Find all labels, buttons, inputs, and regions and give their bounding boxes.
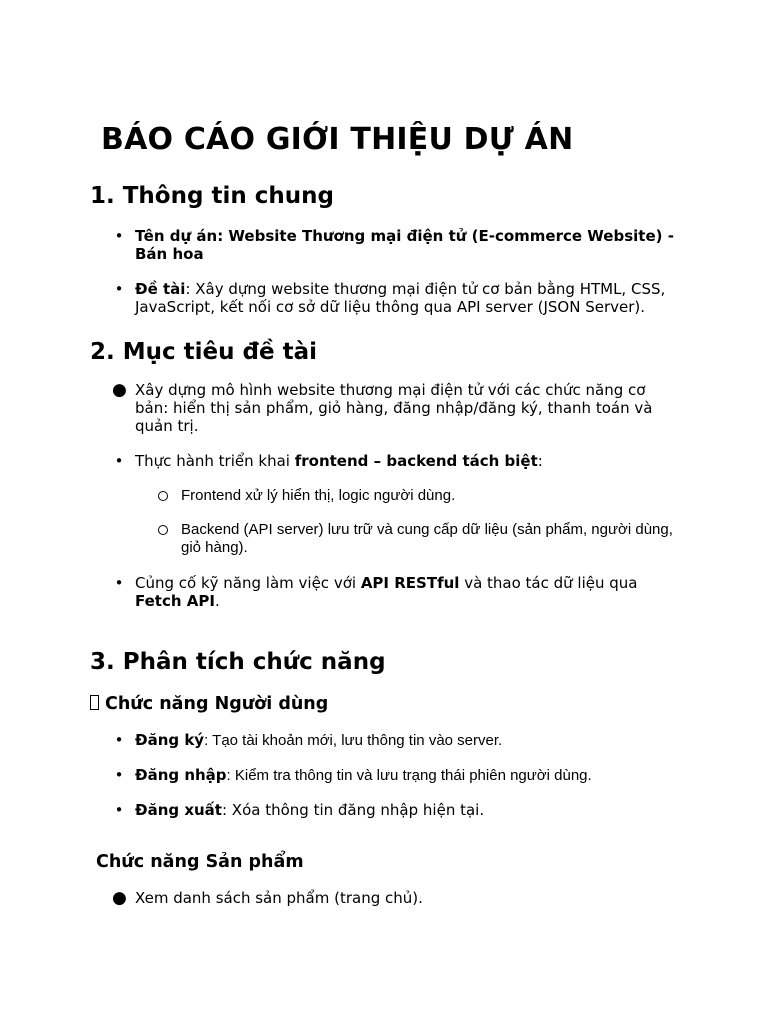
- section-heading-general-info: 1. Thông tin chung: [90, 183, 334, 209]
- sub-list-item-frontend: Frontend xử lý hiển thị, logic người dùng.: [181, 487, 456, 504]
- list-item-login: [135, 766, 680, 785]
- list-item-project-name: [135, 227, 680, 263]
- item-label: Đăng nhập: [135, 766, 227, 784]
- bullet: ●: [112, 380, 127, 400]
- item-text: : Xây dựng website thương mại điện tử cơ bản bằng HTML, CSS, JavaScript, kết nối cơ sở dữ liệu thông qua API server (JSON Server).: [135, 280, 666, 316]
- item-text: và thao tác dữ liệu qua: [459, 574, 638, 592]
- item-text: Củng cố kỹ năng làm việc với: [135, 574, 361, 592]
- item-bold: frontend – backend tách biệt: [294, 452, 538, 470]
- bullet: ●: [112, 888, 127, 908]
- item-text: .: [214, 592, 220, 610]
- item-text: :: [537, 452, 543, 470]
- sub-list-item-backend: Backend (API server) lưu trữ và cung cấp dữ liệu (sản phẩm, người dùng, giỏ hàng).: [181, 521, 673, 556]
- bullet: •: [114, 452, 124, 470]
- section-heading-objectives: 2. Mục tiêu đề tài: [90, 339, 317, 365]
- missing-glyph-icon: [90, 695, 99, 710]
- item-text: Thực hành triển khai: [135, 452, 295, 470]
- item-label: Đề tài: [135, 280, 186, 298]
- subheading-text: Chức năng Người dùng: [105, 694, 329, 714]
- section-heading-functions: 3. Phân tích chức năng: [90, 649, 386, 675]
- hollow-circle-bullet: [158, 525, 168, 535]
- list-item-topic: [135, 280, 680, 316]
- item-label: Tên dự án: Website Thương mại điện tử (E-commerce Website) - Bán hoa: [135, 227, 674, 263]
- subheading-product-functions: Chức năng Sản phẩm: [96, 852, 304, 872]
- item-text: : Kiểm tra thông tin và lưu trạng thái phiên người dùng.: [226, 767, 592, 784]
- bullet: •: [114, 227, 124, 245]
- bullet: •: [114, 801, 124, 819]
- bullet: •: [114, 766, 124, 784]
- item-bold: API RESTful: [360, 574, 460, 592]
- list-item-objective-api: [135, 574, 680, 610]
- item-label: Đăng xuất: [135, 801, 222, 819]
- list-item-objective-model: Xây dựng mô hình website thương mại điện tử với các chức năng cơ bản: hiển thị sản phẩm, giỏ hàng, đăng nhập/đăng ký, thanh toán và quản trị.: [135, 381, 653, 435]
- item-text: : Xóa thông tin đăng nhập hiện tại.: [221, 801, 485, 819]
- item-label: Đăng ký: [135, 731, 205, 749]
- bullet: •: [114, 280, 124, 298]
- list-item-logout: [135, 801, 680, 819]
- hollow-circle-bullet: [158, 491, 168, 501]
- subheading-user-functions: [90, 694, 328, 714]
- item-bold: Fetch API: [135, 592, 215, 610]
- list-item-register: [135, 731, 680, 750]
- list-item-product-list: Xem danh sách sản phẩm (trang chủ).: [135, 889, 423, 907]
- bullet: •: [114, 731, 124, 749]
- list-item-objective-frontend-backend: [135, 452, 680, 470]
- page-title: BÁO CÁO GIỚI THIỆU DỰ ÁN: [101, 122, 574, 157]
- bullet: •: [114, 574, 124, 592]
- item-text: : Tạo tài khoản mới, lưu thông tin vào server.: [204, 732, 503, 749]
